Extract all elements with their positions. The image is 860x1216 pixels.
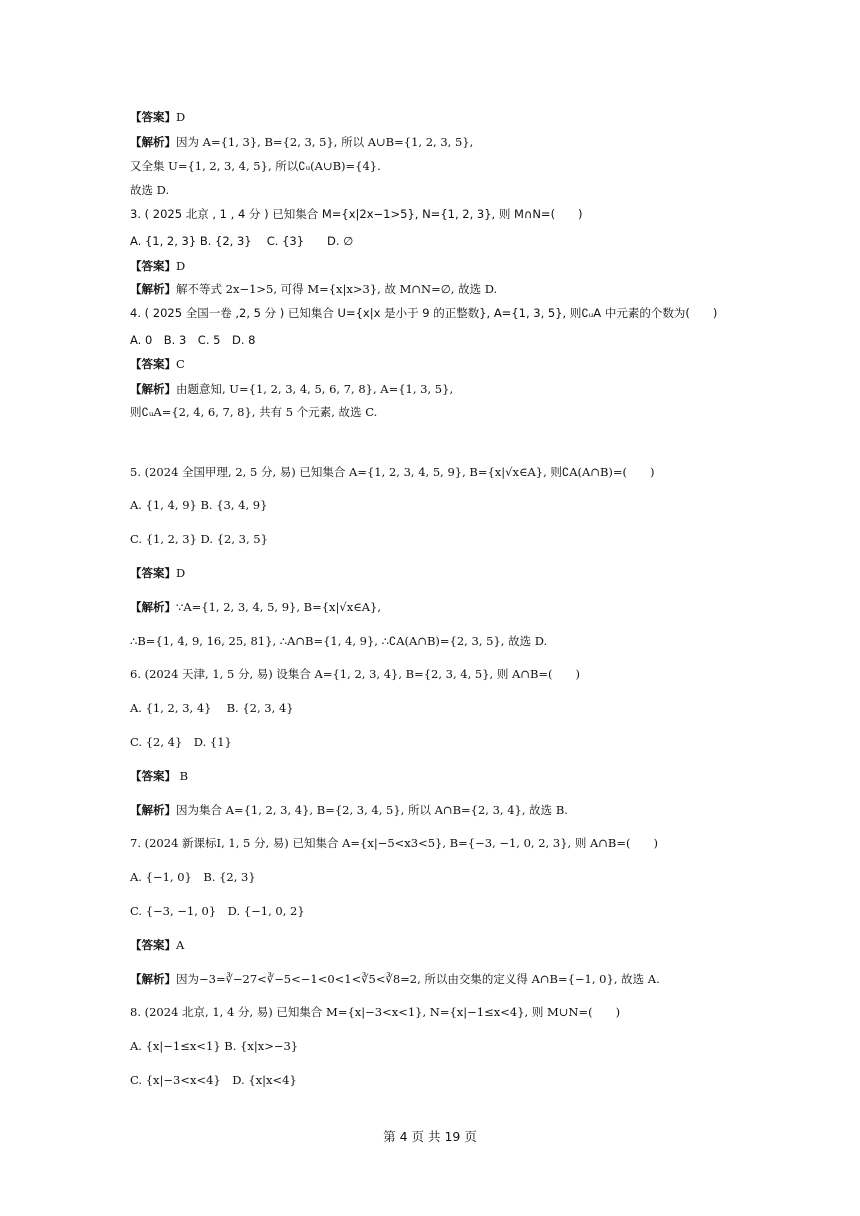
question-7: 7. (2024 新课标Ⅰ, 1, 5 分, 易) 已知集合 A={x|−5<x3<5}, B={−3, −1, 0, 2, 3}, 则 A∩B=( ) [130, 836, 658, 850]
answer-line: 【答案】D [130, 566, 186, 580]
analysis-line: 【解析】因为 A={1, 3}, B={2, 3, 5}, 所以 A∪B={1, 2, 3, 5}, [130, 135, 474, 149]
answer-line: 【答案】D [130, 110, 186, 124]
answer-line: 【答案】 B [130, 769, 189, 783]
options-line: C. {−3, −1, 0} D. {−1, 0, 2} [130, 904, 305, 918]
analysis-line: 【解析】因为−3=∛−27<∛−5<−1<0<1<∛5<∛8=2, 所以由交集的定义得 A∩B={−1, 0}, 故选 A. [130, 972, 660, 986]
question-5: 5. (2024 全国甲理, 2, 5 分, 易) 已知集合 A={1, 2, 3, 4, 5, 9}, B={x|√x∈A}, 则∁A(A∩B)=( ) [130, 465, 655, 479]
page-footer: 第 4 页 共 19 页 [383, 1129, 477, 1144]
options-line: A. {−1, 0} B. {2, 3} [130, 870, 256, 884]
text-line: ∴B={1, 4, 9, 16, 25, 81}, ∴A∩B={1, 4, 9}, ∴∁A(A∩B)={2, 3, 5}, 故选 D. [130, 634, 548, 648]
options-line: A. {x|−1≤x<1} B. {x|x>−3} [130, 1039, 299, 1053]
options-line: A. {1, 2, 3, 4} B. {2, 3, 4} [130, 701, 294, 715]
answer-line: 【答案】D [130, 259, 186, 273]
text-line: 则∁ᵤA={2, 4, 6, 7, 8}, 共有 5 个元素, 故选 C. [130, 405, 378, 419]
text-line: 故选 D. [130, 183, 170, 197]
options-line: C. {2, 4} D. {1} [130, 735, 232, 749]
question-6: 6. (2024 天津, 1, 5 分, 易) 设集合 A={1, 2, 3, 4}, B={2, 3, 4, 5}, 则 A∩B=( ) [130, 667, 581, 681]
answer-line: 【答案】A [130, 938, 185, 952]
question-3: 3. ( 2025 北京 , 1 , 4 分 ) 已知集合 M={x|2x−1>5}, N={1, 2, 3}, 则 M∩N=( ) [130, 207, 583, 221]
question-4: 4. ( 2025 全国一卷 ,2, 5 分 ) 已知集合 U={x|x 是小于 9 的正整数}, A={1, 3, 5}, 则∁ᵤA 中元素的个数为( ) [130, 306, 718, 320]
analysis-line: 【解析】解不等式 2x−1>5, 可得 M={x|x>3}, 故 M∩N=∅, 故选 D. [130, 282, 498, 296]
text-line: 又全集 U={1, 2, 3, 4, 5}, 所以∁ᵤ(A∪B)={4}. [130, 159, 381, 173]
options-line: A. 0 B. 3 C. 5 D. 8 [130, 333, 256, 347]
answer-line: 【答案】C [130, 357, 185, 371]
analysis-line: 【解析】∵A={1, 2, 3, 4, 5, 9}, B={x|√x∈A}, [130, 600, 382, 614]
options-line: A. {1, 2, 3} B. {2, 3} C. {3} D. ∅ [130, 234, 354, 248]
question-8: 8. (2024 北京, 1, 4 分, 易) 已知集合 M={x|−3<x<1}, N={x|−1≤x<4}, 则 M∪N=( ) [130, 1005, 621, 1019]
options-line: C. {x|−3<x<4} D. {x|x<4} [130, 1073, 297, 1087]
analysis-line: 【解析】因为集合 A={1, 2, 3, 4}, B={2, 3, 4, 5}, 所以 A∩B={2, 3, 4}, 故选 B. [130, 803, 568, 817]
analysis-line: 【解析】由题意知, U={1, 2, 3, 4, 5, 6, 7, 8}, A={1, 3, 5}, [130, 382, 454, 396]
options-line: A. {1, 4, 9} B. {3, 4, 9} [130, 498, 268, 512]
options-line: C. {1, 2, 3} D. {2, 3, 5} [130, 532, 268, 546]
